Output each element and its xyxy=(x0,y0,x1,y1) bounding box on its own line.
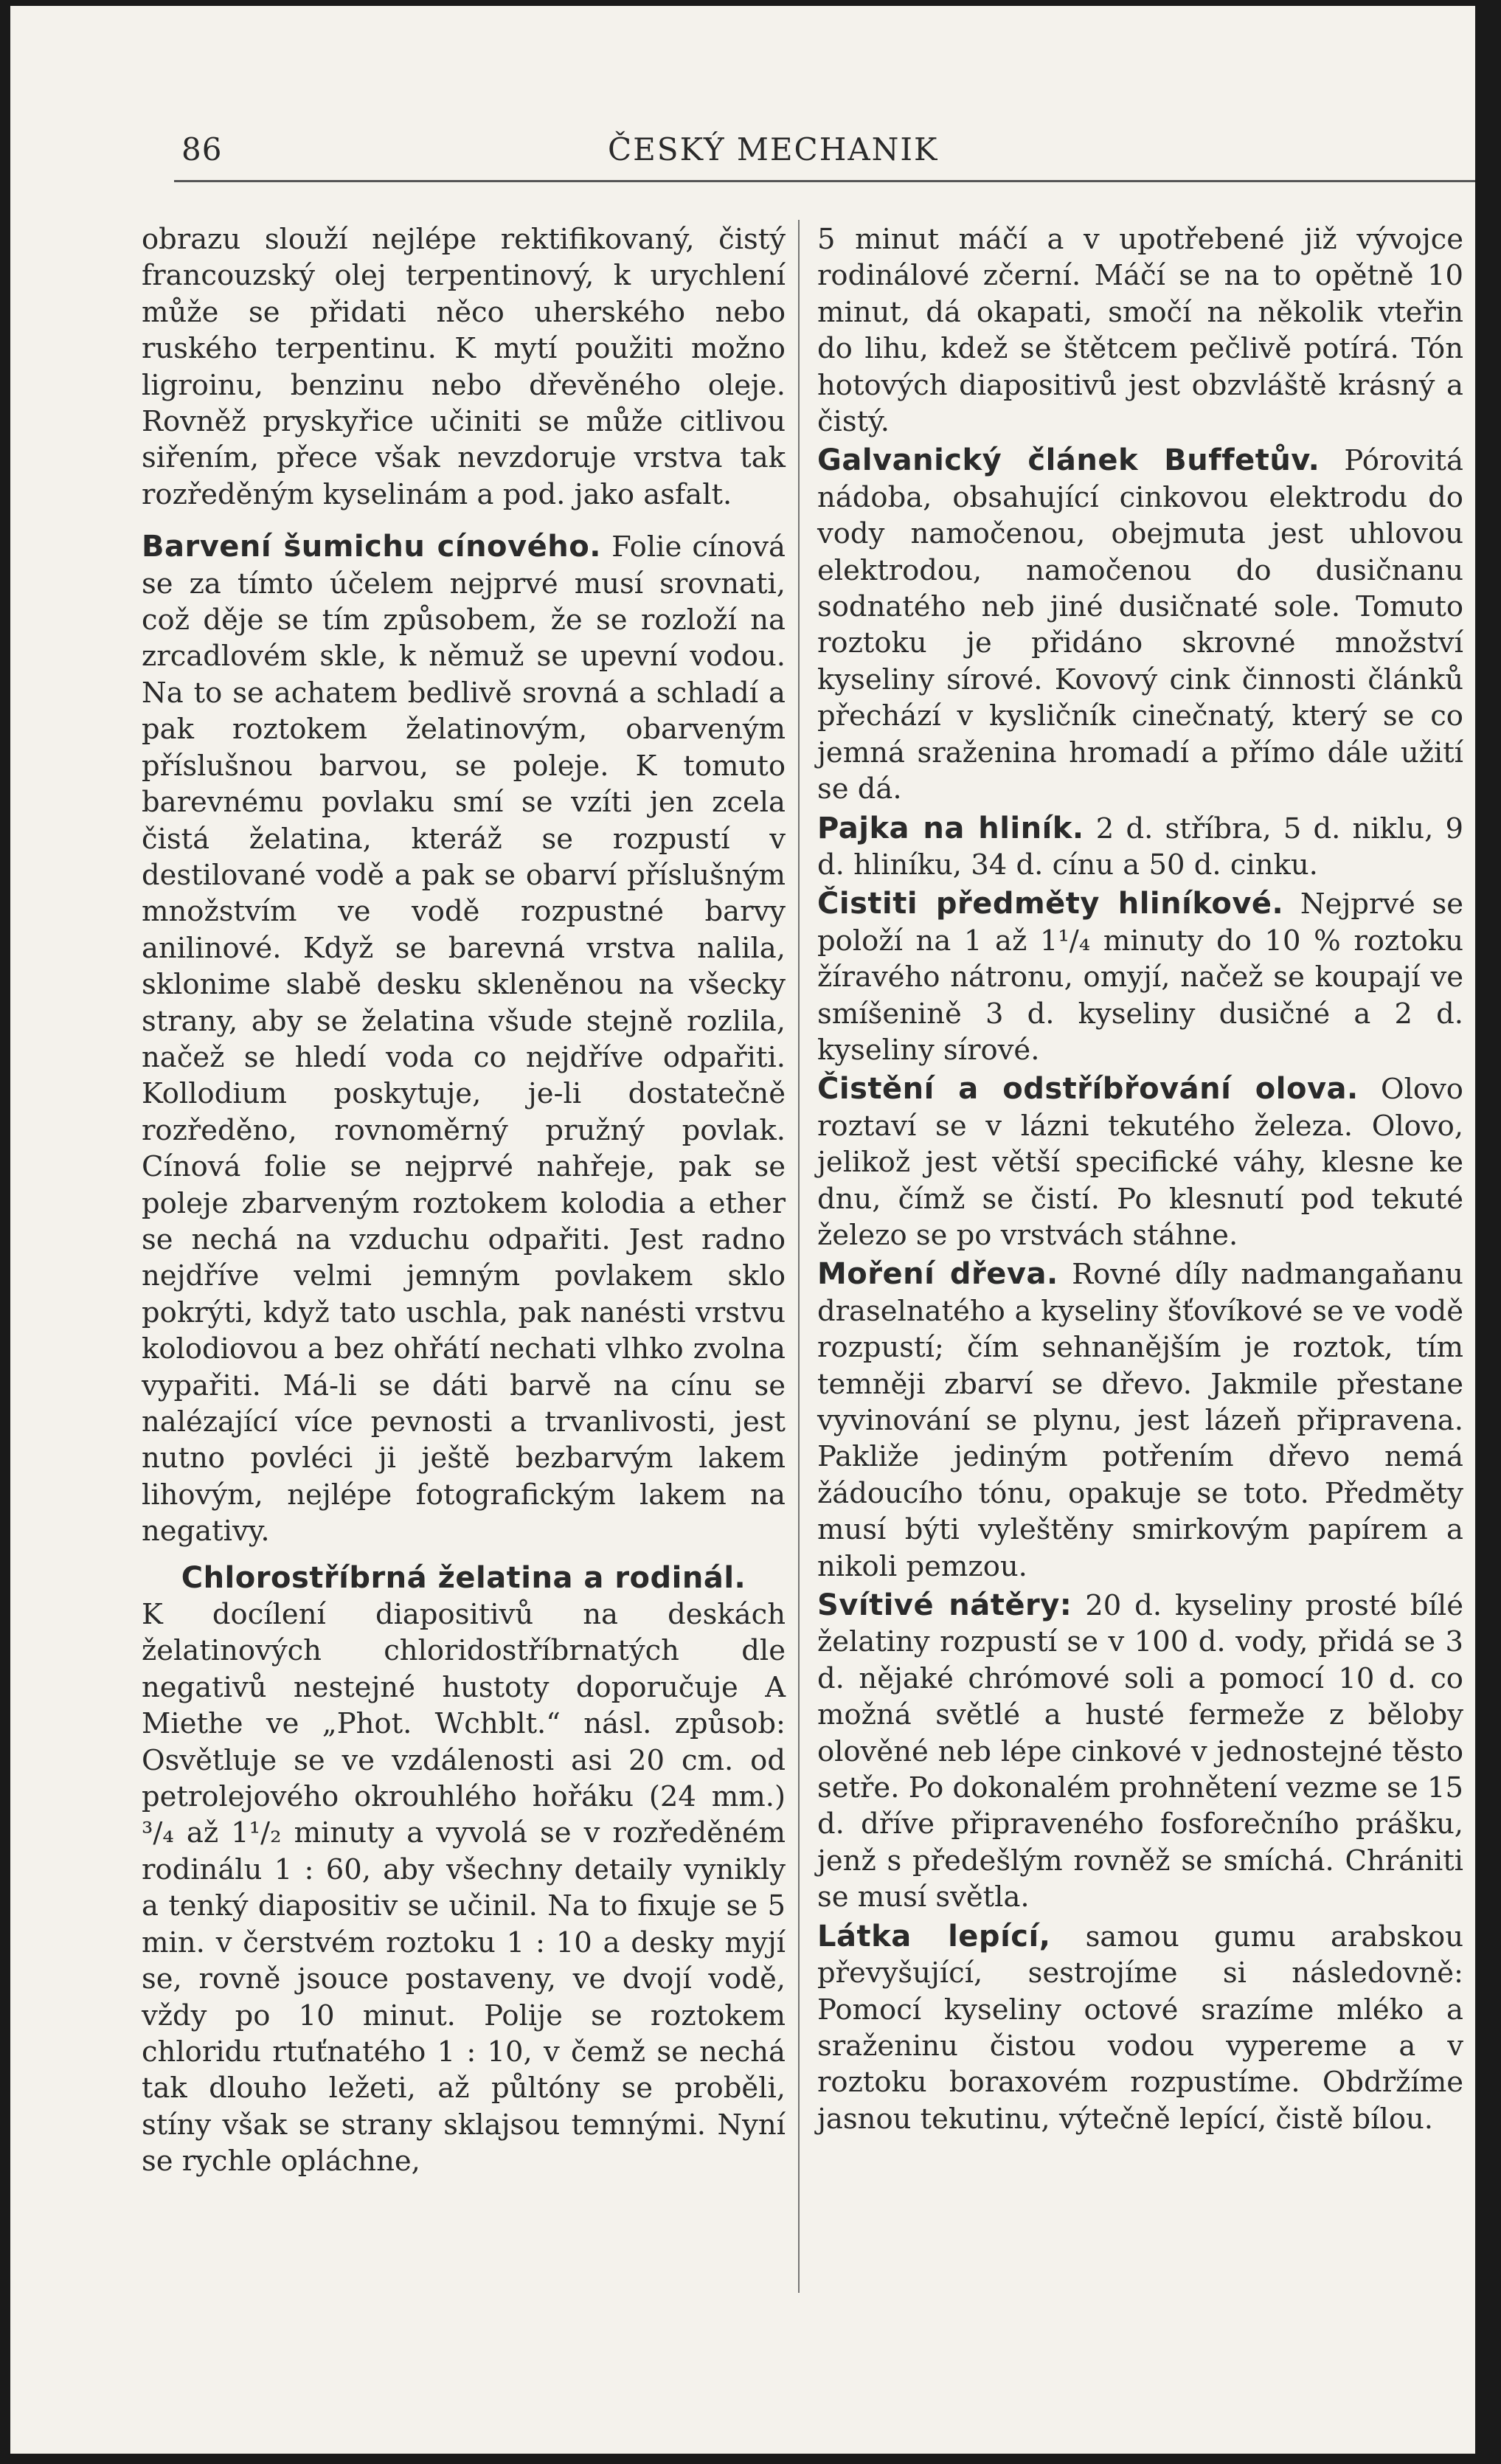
header-rule xyxy=(174,180,1475,182)
section-body: Pórovitá nádoba, obsahující cinkovou elektrodu do vody namočenou, obejmuta jest uhlovou elektrodou, namočenou do dusičnanu sodnatého neb jiné dusičnaté sole. Tomuto roztoku je přidáno skrovné množství kyseliny sírové. Kovový cink činnosti článků přechází v kysličník cinečnatý, který se co jemná sraženina hromadí a přímo dále užití se dá. xyxy=(817,444,1463,806)
section-heading: Galvanický článek Buffetův. xyxy=(817,443,1320,478)
section-heading: Moření dřeva. xyxy=(817,1257,1058,1292)
section-body: 2 d. stříbra, 5 d. niklu, 9 d. hliníku, 34 d. cínu a 50 d. cinku. xyxy=(817,811,1463,882)
section-body: Folie cínová se za tímto účelem nejprvé musí srovnati, což děje se tím způsobem, že se rozloží na zrcadlovém skle, k němuž se upevní vodou. Na to se achatem bedlivě srovná a schladí a pak roztokem želatinovým, obarveným příslušnou barvou, se poleje. K tomuto barevnému povlaku smí se vzíti jen zcela čistá želatina, kteráž se rozpustí v destilované vodě a pak se obarví příslušným množstvím ve vodě rozpustné barvy anilinové. Když se barevná vrstva nalila, sklonime slabě desku skleněnou na všecky strany, aby se želatina všude stejně rozlila, načež se hledí voda co nejdříve odpařiti. Kollodium poskytuje, je-li dostatečně rozředěno, rovnoměrný pružný povlak. Cínová folie se nejprvé nahřeje, pak se poleje zbarveným roztokem kolodia a ether se nechá na vzduchu odpařiti. Jest radno nejdříve velmi jemným povlakem sklo pokrýti, když tato uschla, pak nanésti vrstvu kolodiovou a bez ohřátí nechati vlhko zvolna vypařiti. Má-li se dáti barvě na cínu se nalézající více pevnosti a trvanlivosti, jest nutno povléci ji ještě bezbarvým lakem lihovým, nejlépe fotografickým lakem na negativy. xyxy=(142,530,786,1548)
column-divider xyxy=(798,220,800,2293)
section-heading: Chlorostříbrná želatina a rodinál. xyxy=(181,1560,746,1595)
section-body: Rovné díly nadmangaňanu draselnatého a kyseliny šťovíkové se ve vodě rozpustí; čím sehnanějším je roztok, tím temněji zbarví se dřevo. Jakmile přestane vyvinování se plynu, jest lázeň připravena. Pakliže jediným potřením dřevo nemá žádoucího tónu, opakuje se toto. Předměty musí býti vyleštěny smirkovým papírem a nikoli pemzou. xyxy=(817,1258,1463,1583)
running-head: ČESKÝ MECHANIK xyxy=(608,131,939,167)
section-body: Olovo roztaví se v lázni tekutého železa. Olovo, jelikož jest větší specifické váhy, klesne ke dnu, čímž se čistí. Po klesnutí pod tekuté železo se po vrstvách stáhne. xyxy=(817,1073,1463,1252)
section-heading: Čistiti předměty hliníkové. xyxy=(817,887,1284,921)
section-heading: Čistění a odstříbřování olova. xyxy=(817,1072,1359,1107)
paragraph xyxy=(817,1588,1463,1916)
paragraph xyxy=(817,886,1463,1068)
section-heading: Barvení šumichu cínového. xyxy=(142,530,601,564)
paragraph xyxy=(817,1071,1463,1253)
paragraph xyxy=(142,529,786,1549)
paragraph xyxy=(817,811,1463,884)
section-body: K docílení diapositivů na deskách želatinových chloridostříbrnatých dle negativů nestejné hustoty doporučuje A Miethe ve „Phot. Wchblt.“ násl. způsob: Osvětluje se ve vzdálenosti asi 20 cm. od petrolejového okrouhlého hořáku (24 mm.) ³/₄ až 1¹/₂ minuty a vyvolá se v rozředěném rodinálu 1 : 60, aby všechny detaily vynikly a tenký diapositiv se učinil. Na to fixuje se 5 min. v čerstvém roztoku 1 : 10 a desky myjí se, rovně jsouce postaveny, ve dvojí vodě, vždy po 10 minut. Polije se roztokem chloridu rtuťnatého 1 : 10, v čemž se nechá tak dlouho ležeti, až půltóny se proběli, stíny však se strany sklajsou temnými. Nyní se rychle opláchne, xyxy=(142,1598,786,2179)
left-column xyxy=(142,221,786,2180)
page-header xyxy=(10,124,1475,176)
page-number: 86 xyxy=(181,131,223,167)
section-body: 20 d. kyseliny prosté bílé želatiny rozpustí se v 100 d. vody, přidá se 3 d. nějaké chrómové soli a pomocí 10 d. co možná světlé a husté fermeže z běloby olověné neb lépe cinkové v jednostejné těsto setře. Po dokonalém prohnětení vezme se 15 d. dříve připraveného fosforečního prášku, jenž s předešlým rovněž se smíchá. Chrániti se musí světla. xyxy=(817,1589,1463,1914)
paragraph xyxy=(142,221,786,513)
right-intro-text: 5 minut máčí a v upotřebené již vývojce rodinálové zčerní. Máčí se na to opětně 10 minut, dá okapati, smočí na několik vteřin do lihu, kdež se štětcem pečlivě potírá. Tón hotových diapositivů jest obzvláště krásný a čistý. xyxy=(817,223,1463,439)
journal-page xyxy=(10,6,1475,2454)
paragraph xyxy=(817,443,1463,807)
paragraph xyxy=(142,1560,786,2180)
paragraph xyxy=(817,1256,1463,1585)
section-heading: Pajka na hliník. xyxy=(817,811,1084,845)
section-heading: Svítivé nátěry: xyxy=(817,1588,1072,1623)
section-body: samou gumu arabskou převyšující, sestrojíme si následovně: Pomocí kyseliny octové srazíme mléko a sraženinu čistou vodou vypereme a v roztoku boraxovém rozpustíme. Obdržíme jasnou tekutinu, výtečně lepící, čistě bílou. xyxy=(817,1920,1464,2136)
paragraph xyxy=(817,1919,1463,2137)
left-intro-text: obrazu slouží nejlépe rektifikovaný, čistý francouzský olej terpentinový, k urychlení může se přidati něco uherského nebo ruského terpentinu. K mytí použiti možno ligroinu, benzinu nebo dřevěného oleje. Rovněž pryskyřice učiniti se může citlivou siřením, přece však nevzdoruje vrstva tak rozředěným kyselinám a pod. jako asfalt. xyxy=(142,223,786,511)
right-column xyxy=(817,221,1463,2137)
section-body: Nejprvé se položí na 1 až 1¹/₄ minuty do 10 % roztoku žíravého nátronu, omyjí, načež se koupají ve smíšenině 3 d. kyseliny dusičné a 2 d. kyseliny sírové. xyxy=(817,887,1463,1067)
section-heading: Látka lepící, xyxy=(817,1919,1051,1953)
paragraph xyxy=(817,221,1463,440)
